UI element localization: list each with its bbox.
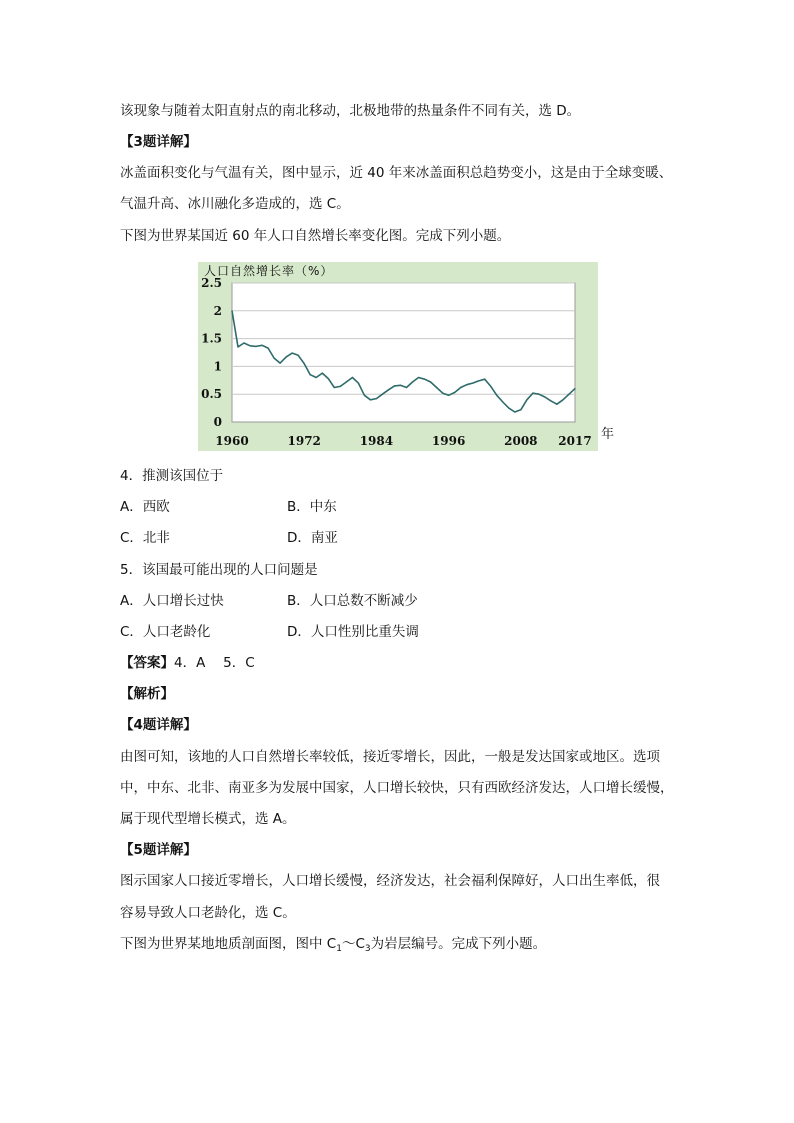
answer-text: 4．A 5．C [174, 655, 255, 671]
paragraph-line: 中，中东、北非、南亚多为发展中国家，人口增长较快，只有西欧经济发达，人口增长缓慢， [120, 780, 674, 796]
next-intro-text: ～C [341, 936, 365, 952]
data-point [316, 377, 317, 378]
data-point [286, 356, 287, 357]
q4-option-c: C．北非 [120, 530, 170, 546]
data-point [298, 355, 299, 356]
data-point [424, 379, 425, 380]
data-point [550, 400, 551, 401]
chart-title: 人口自然增长率（%） [204, 264, 334, 278]
subscript: 1 [336, 944, 342, 954]
x-axis-label: 年 [601, 427, 615, 442]
data-point [544, 396, 545, 397]
y-tick-label: 1 [213, 359, 222, 374]
section-heading-q3: 【3题详解】 [120, 134, 197, 150]
analysis-heading: 【解析】 [120, 686, 174, 702]
q4-option-b: B．中东 [287, 499, 337, 515]
x-tick-label: 2017 [558, 434, 592, 448]
data-point [352, 377, 353, 378]
paragraph-line: 冰盖面积变化与气温有关，图中显示，近 40 年来冰盖面积总趋势变小，这是由于全球变暖、 [120, 165, 673, 181]
data-point [502, 401, 503, 402]
next-intro-text: 为岩层编号。完成下列小题。 [370, 936, 547, 952]
data-point [370, 399, 371, 400]
data-point [442, 393, 443, 394]
data-point [430, 381, 431, 382]
data-point [237, 346, 238, 347]
data-point [532, 393, 533, 394]
data-point [484, 379, 485, 380]
data-point [346, 381, 347, 382]
data-point [412, 381, 413, 382]
paragraph-line: 图示国家人口接近零增长，人口增长缓慢，经济发达，社会福利保障好，人口出生率低，很 [120, 873, 660, 889]
answer-line [120, 653, 255, 673]
paragraph-line: 容易导致人口老龄化，选 C。 [120, 905, 296, 921]
data-point [231, 310, 232, 311]
section-heading-q5: 【5题详解】 [120, 842, 197, 858]
data-point [334, 387, 335, 388]
data-point [514, 411, 515, 412]
data-point [328, 378, 329, 379]
next-intro-text: 下图为世界某地地质剖面图，图中 C [120, 936, 337, 952]
data-point [478, 380, 479, 381]
y-tick-label: 2.5 [201, 276, 222, 290]
data-point [556, 404, 557, 405]
data-point [400, 385, 401, 386]
paragraph-line: 属于现代型增长模式，选 A。 [120, 811, 296, 827]
data-point [304, 363, 305, 364]
section-heading-q4: 【4题详解】 [120, 717, 197, 733]
data-point [388, 389, 389, 390]
data-point [310, 374, 311, 375]
paragraph-line: 该现象与随着太阳直射点的南北移动，北极地带的热量条件不同有关，选 D。 [120, 103, 581, 119]
data-point [520, 409, 521, 410]
data-point [243, 342, 244, 343]
y-tick-label: 0 [213, 415, 222, 429]
data-point [322, 373, 323, 374]
q5-option-d: D．人口性别比重失调 [287, 624, 419, 640]
x-tick-label: 1984 [359, 434, 394, 448]
y-tick-label: 0.5 [201, 387, 222, 402]
data-point [394, 385, 395, 386]
data-point [562, 399, 563, 400]
y-tick-label: 2 [213, 303, 222, 318]
data-point [406, 387, 407, 388]
data-point [280, 363, 281, 364]
q4-option-a: A．西欧 [120, 499, 170, 515]
data-point [358, 383, 359, 384]
data-point [418, 377, 419, 378]
x-tick-label: 1960 [215, 434, 249, 448]
chart-canvas [198, 262, 598, 451]
answer-label: 【答案】 [120, 655, 174, 671]
data-point [364, 395, 365, 396]
data-point [454, 392, 455, 393]
data-point [376, 398, 377, 399]
q5-option-a: A．人口增长过快 [120, 593, 224, 609]
chart-intro: 下图为世界某国近 60 年人口自然增长率变化图。完成下列小题。 [120, 228, 511, 244]
question-4: 4．推测该国位于 [120, 468, 224, 484]
data-point [508, 408, 509, 409]
paragraph-line: 气温升高、冰川融化多造成的，选 C。 [120, 196, 350, 212]
data-point [340, 386, 341, 387]
subscript: 3 [364, 944, 371, 954]
data-point [262, 345, 263, 346]
data-point [526, 399, 527, 400]
x-tick-label: 1972 [287, 434, 321, 448]
q4-option-d: D．南亚 [287, 530, 338, 546]
x-tick-label: 1996 [431, 434, 466, 448]
data-point [292, 353, 293, 354]
population-growth-chart [198, 262, 598, 451]
question-5: 5．该国最可能出现的人口问题是 [120, 562, 318, 578]
data-point [274, 358, 275, 359]
y-tick-label: 1.5 [201, 331, 222, 346]
data-point [568, 394, 569, 395]
data-point [448, 395, 449, 396]
paragraph-line: 由图可知，该地的人口自然增长率较低，接近零增长，因此，一般是发达国家或地区。选项 [120, 749, 660, 765]
data-point [460, 387, 461, 388]
q5-option-c: C．人口老龄化 [120, 624, 211, 640]
data-point [472, 383, 473, 384]
data-point [436, 387, 437, 388]
data-point [574, 388, 575, 389]
next-intro [120, 934, 546, 959]
data-point [256, 346, 257, 347]
data-point [496, 395, 497, 396]
x-tick-label: 2008 [504, 434, 538, 448]
data-point [490, 386, 491, 387]
data-point [538, 394, 539, 395]
q5-option-b: B．人口总数不断减少 [287, 593, 418, 609]
data-point [250, 345, 251, 346]
data-point [466, 384, 467, 385]
data-point [382, 394, 383, 395]
plot-area [232, 283, 575, 422]
data-point [268, 348, 269, 349]
